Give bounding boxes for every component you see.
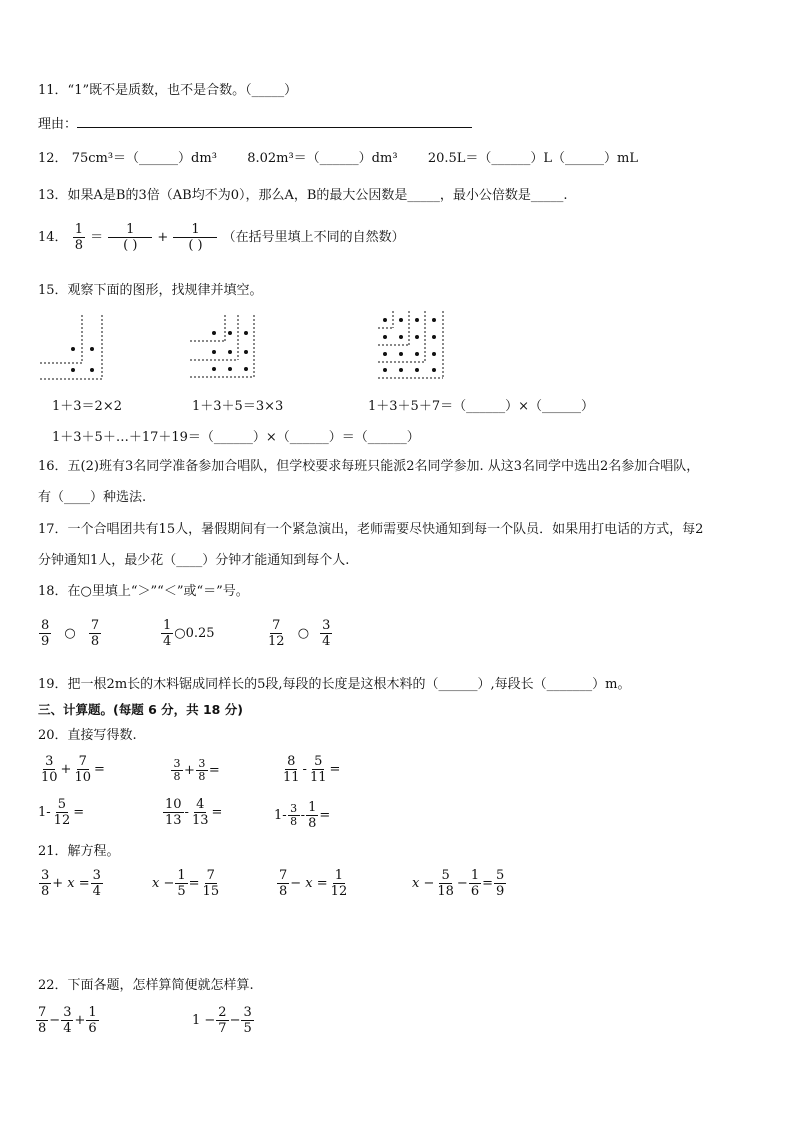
reason-label: 理由：	[38, 117, 78, 132]
q17-line-1: 17．一个合唱团共有15人，暑假期间有一个紧急演出，老师需要尽快通知到每一个队员．如果用打电话的方式，每2	[38, 522, 704, 537]
section-3-title: 三、计算题。(每题 6 分，共 18 分)	[38, 702, 243, 717]
q20-r2a: 1- $\frac{5}{12}$ =	[38, 797, 85, 828]
q21-e4: x − $\frac{5}{18}$ − $\frac{1}{6}$ = $\frac{5}{9}$	[412, 868, 505, 899]
q12	[38, 150, 638, 168]
q22-text: 22．下面各题，怎样算简便就怎样算.	[38, 978, 254, 993]
q15-caption-2: 1＋3＋5＝3×3	[192, 399, 284, 414]
q13-text: 13．如果A是B的3倍（AB均不为0），那么A，B的最大公因数是_____，最小公倍数是_____.	[38, 188, 568, 203]
compare-circle[interactable]: ○	[174, 626, 186, 641]
compare-circle[interactable]: ○	[64, 626, 76, 641]
q15-caption-3[interactable]: 1＋3＋5＋7＝（______）×（______）	[368, 399, 594, 414]
q20-r2b: $\frac{10}{13}$ - $\frac{4}{13}$ =	[165, 797, 223, 828]
q15-sum-line[interactable]: 1＋3＋5＋…＋17＋19＝（______）×（______）＝（______）	[52, 430, 420, 445]
q11-reason	[38, 114, 472, 134]
q14-eq: ＝	[90, 230, 104, 245]
q21-text: 21．解方程。	[38, 844, 120, 859]
q22-c1: $\frac{7}{8}$ − $\frac{3}{4}$ + $\frac{1}{6}$	[38, 1005, 97, 1036]
q12-num: 12．	[38, 151, 68, 166]
q11-text: 11．“1”既不是质数，也不是合数。（_____）	[38, 83, 298, 98]
q20-r1b: $\frac{3}{8}$ + $\frac{3}{8}$ =	[170, 758, 220, 783]
reason-blank[interactable]	[77, 114, 472, 128]
q14-plus: +	[157, 230, 169, 245]
q14-lhs-frac: $\frac{1}{8}$	[74, 222, 83, 253]
q14-frac-2[interactable]: $\frac{1}{( )}$	[173, 222, 217, 253]
q18-p2-rhs: 0.25	[185, 626, 215, 641]
q20-r2c: 1- $\frac{3}{8}$ - $\frac{1}{8}$ =	[274, 800, 331, 831]
q12-a[interactable]: 75cm³＝（______）dm³	[71, 151, 217, 166]
q15-caption-1: 1＋3＝2×2	[52, 399, 122, 414]
q22-c2: 1 − $\frac{2}{7}$ − $\frac{3}{5}$	[192, 1005, 252, 1036]
q12-b[interactable]: 8.02m³＝（______）dm³	[247, 151, 398, 166]
q19-text[interactable]: 19．把一根2m长的木料锯成同样长的5段,每段的长度是这根木料的（______）,每段长（_______）m。	[38, 677, 631, 692]
q21-e2: x − $\frac{1}{5}$ = $\frac{7}{15}$	[152, 868, 220, 899]
q18-pair-1: $\frac{8}{9}$ ○ $\frac{7}{8}$	[41, 618, 100, 649]
q14-num: 14．	[38, 230, 68, 245]
q18-text: 18．在○里填上“＞”“＜”或“＝”号。	[38, 584, 249, 599]
q17-line-2[interactable]: 分钟通知1人，最少花（____）分钟才能通知到每个人.	[38, 553, 350, 568]
q20-r1c: $\frac{8}{11}$ - $\frac{5}{11}$ =	[283, 754, 341, 785]
dot-pattern-figures	[0, 305, 794, 385]
q14-note: （在括号里填上不同的自然数）	[222, 230, 405, 245]
q21-e1: $\frac{3}{8}$ + x = $\frac{3}{4}$	[41, 868, 101, 899]
q18-pair-3: $\frac{7}{12}$ ○ $\frac{3}{4}$	[268, 618, 331, 649]
q16-line-1: 16．五(2)班有3名同学准备参加合唱队，但学校要求每班只能派2名同学参加. 从这3名同学中选出2名参加合唱队，	[38, 459, 700, 474]
q14	[38, 222, 405, 253]
q16-line-2[interactable]: 有（____）种选法.	[38, 490, 147, 505]
q14-frac-1[interactable]: $\frac{1}{( )}$	[108, 222, 152, 253]
q18-pair-2: $\frac{1}{4}$ ○0.25	[163, 618, 215, 649]
q21-e3: $\frac{7}{8}$ − x = $\frac{1}{12}$	[279, 868, 348, 899]
compare-circle[interactable]: ○	[297, 626, 310, 641]
q12-c[interactable]: 20.5L＝（______）L（______）mL	[427, 151, 639, 166]
q20-r1a: $\frac{3}{10}$ + $\frac{7}{10}$ =	[41, 754, 105, 785]
figure-3x3	[190, 315, 254, 377]
q15-text: 15．观察下面的图形，找规律并填空。	[38, 283, 263, 298]
q20-text: 20．直接写得数.	[38, 728, 137, 743]
